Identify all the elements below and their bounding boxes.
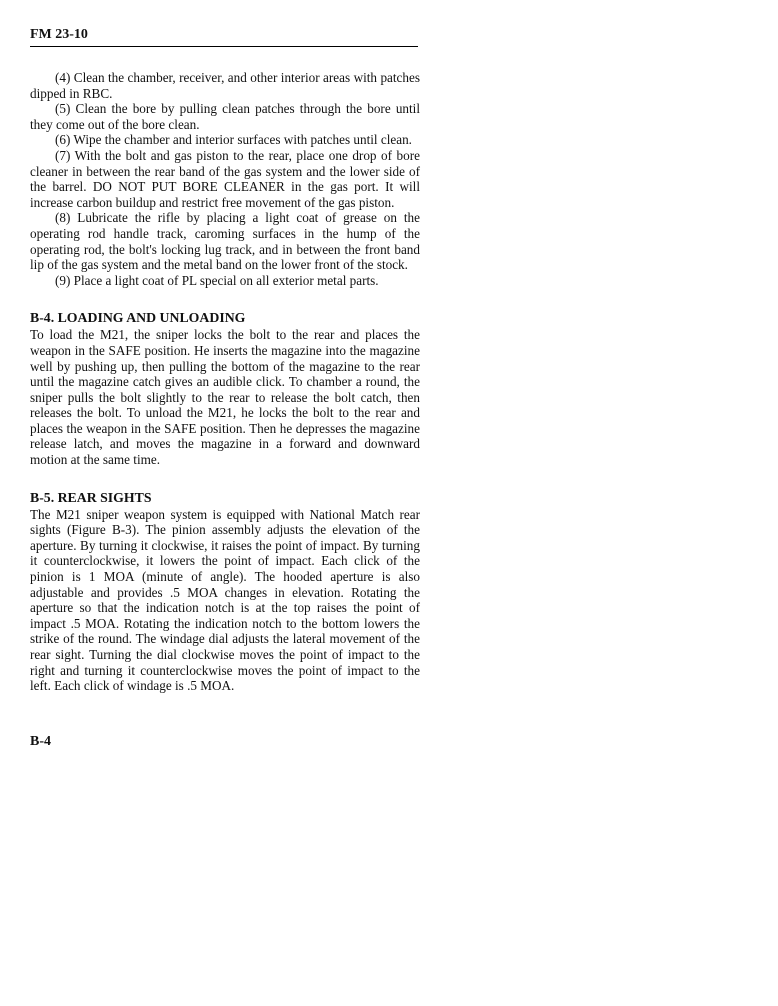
section-text-loading: To load the M21, the sniper locks the bolt to the rear and places the weapon in the SAFE position. He inserts the magazine into the magazine well by pushing up, then pulling the bottom of the magazine to the rear until the magazine catch gives an audible click. To chamber a round, the sniper pulls the bolt slightly to the rear to release the bolt catch, then releases the bolt. To unload the M21, he locks the bolt to the rear and places the weapon in the SAFE position. Then he depresses the magazine release latch, and moves the magazine in a forward and downward motion at the same time. bbox=[30, 327, 420, 468]
section-text-rear-sights: The M21 sniper weapon system is equipped with National Match rear sights (Figure B-3). The pinion assembly adjusts the elevation of the aperture. By turning it clockwise, it raises the point of impact. By turning it counterclockwise, it lowers the point of impact. Each click of the pinion is 1 MOA (minute of angle). The hooded aperture is also adjustable and provides .5 MOA changes in elevation. Rotating the aperture so that the indication notch is at the top raises the point of impact .5 MOA. Rotating the indication notch to the bottom lowers the strike of the round. The windage dial adjusts the lateral movement of the rear sight. Turning the dial clockwise moves the point of impact to the right and turning it counterclockwise moves the point of impact to the left. Each click of windage is .5 MOA. bbox=[30, 506, 420, 694]
running-header: FM 23-10 bbox=[30, 26, 418, 47]
page-number: B-4 bbox=[30, 734, 51, 749]
cleaning-step-7: (7) With the bolt and gas piston to the rear, place one drop of bore cleaner in between the rear band of the gas system and the lower side of the barrel. DO NOT PUT BORE CLEANER in the gas port. It will increase carbon buildup and restrict free movement of the gas piston. bbox=[30, 147, 420, 210]
cleaning-step-5: (5) Clean the bore by pulling clean patches through the bore until they come out of the bore clean. bbox=[30, 101, 420, 132]
section-heading-loading: B-4. LOADING AND UNLOADING bbox=[30, 310, 246, 326]
cleaning-step-8: (8) Lubricate the rifle by placing a light coat of grease on the operating rod handle track, caroming surfaces in the hump of the operating rod, the bolt's locking lug track, and in between the front band lip of the gas system and the metal band on the lower front of the stock. bbox=[30, 210, 420, 273]
cleaning-step-6: (6) Wipe the chamber and interior surfaces with patches until clean. bbox=[55, 132, 412, 148]
cleaning-step-4: (4) Clean the chamber, receiver, and other interior areas with patches dipped in RBC. bbox=[30, 70, 420, 101]
cleaning-step-9: (9) Place a light coat of PL special on all exterior metal parts. bbox=[55, 272, 379, 288]
section-heading-rear-sights: B-5. REAR SIGHTS bbox=[30, 489, 152, 505]
document-body bbox=[30, 70, 420, 694]
